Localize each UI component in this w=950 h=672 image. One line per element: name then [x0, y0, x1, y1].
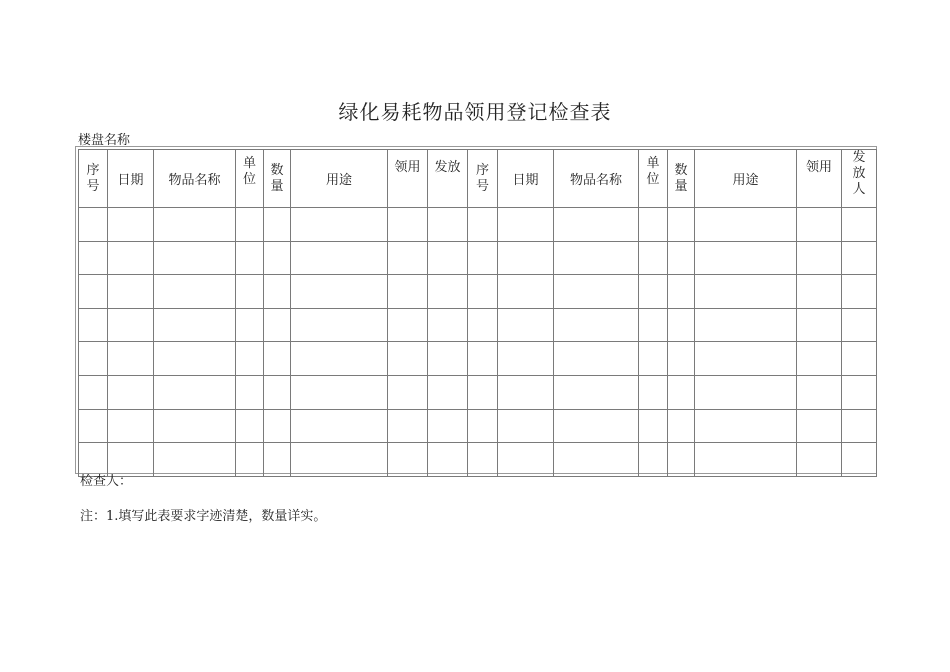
- header-seq: 序号: [468, 150, 498, 208]
- entry-cell[interactable]: [236, 342, 264, 376]
- entry-cell[interactable]: [468, 443, 498, 477]
- entry-cell[interactable]: [554, 308, 639, 342]
- entry-cell[interactable]: [264, 375, 291, 409]
- entry-cell[interactable]: [79, 208, 108, 242]
- header-quantity: 数量: [668, 150, 695, 208]
- entry-cell[interactable]: [498, 443, 554, 477]
- entry-cell[interactable]: [668, 208, 695, 242]
- entry-cell[interactable]: [291, 342, 388, 376]
- entry-cell[interactable]: [154, 375, 236, 409]
- entry-cell[interactable]: [554, 342, 639, 376]
- table-row: [79, 241, 468, 275]
- entry-cell[interactable]: [264, 308, 291, 342]
- entry-cell[interactable]: [264, 275, 291, 309]
- entry-cell[interactable]: [668, 375, 695, 409]
- entry-cell[interactable]: [236, 241, 264, 275]
- entry-cell[interactable]: [154, 443, 236, 477]
- entry-cell[interactable]: [236, 443, 264, 477]
- table-row: [79, 443, 468, 477]
- header-unit: 单位: [639, 150, 668, 208]
- entry-cell[interactable]: [797, 308, 842, 342]
- entry-cell[interactable]: [797, 275, 842, 309]
- entry-cell[interactable]: [639, 241, 668, 275]
- header-receiver: 领用: [797, 150, 842, 208]
- entry-cell[interactable]: [79, 241, 108, 275]
- entry-cell[interactable]: [468, 241, 498, 275]
- right-header-row: [468, 150, 877, 208]
- entry-cell[interactable]: [639, 443, 668, 477]
- entry-cell[interactable]: [695, 208, 797, 242]
- entry-cell[interactable]: [154, 275, 236, 309]
- entry-cell[interactable]: [236, 208, 264, 242]
- entry-cell[interactable]: [695, 409, 797, 443]
- entry-cell[interactable]: [428, 409, 468, 443]
- entry-cell[interactable]: [468, 275, 498, 309]
- entry-cell[interactable]: [428, 275, 468, 309]
- table-row: [468, 208, 877, 242]
- entry-cell[interactable]: [428, 342, 468, 376]
- entry-cell[interactable]: [388, 409, 428, 443]
- entry-cell[interactable]: [498, 409, 554, 443]
- entry-cell[interactable]: [468, 308, 498, 342]
- entry-cell[interactable]: [797, 409, 842, 443]
- entry-cell[interactable]: [554, 208, 639, 242]
- entry-cell[interactable]: [388, 208, 428, 242]
- header-issuer: 发放: [428, 150, 468, 208]
- right-register-table: [467, 149, 877, 477]
- building-name-label: 楼盘名称: [78, 133, 131, 148]
- entry-cell[interactable]: [236, 308, 264, 342]
- entry-cell[interactable]: [668, 443, 695, 477]
- entry-cell[interactable]: [639, 308, 668, 342]
- header-item-name: 物品名称: [554, 150, 639, 208]
- entry-cell[interactable]: [797, 375, 842, 409]
- header-quantity: 数量: [264, 150, 291, 208]
- entry-cell[interactable]: [695, 241, 797, 275]
- entry-cell[interactable]: [842, 308, 877, 342]
- entry-cell[interactable]: [108, 275, 154, 309]
- entry-cell[interactable]: [468, 342, 498, 376]
- entry-cell[interactable]: [797, 443, 842, 477]
- entry-cell[interactable]: [291, 443, 388, 477]
- table-row: [79, 308, 468, 342]
- entry-cell[interactable]: [842, 275, 877, 309]
- header-purpose: 用途: [695, 150, 797, 208]
- left-register-table: [78, 149, 468, 477]
- entry-cell[interactable]: [797, 208, 842, 242]
- entry-cell[interactable]: [668, 308, 695, 342]
- entry-cell[interactable]: [79, 308, 108, 342]
- entry-cell[interactable]: [108, 241, 154, 275]
- entry-cell[interactable]: [842, 208, 877, 242]
- entry-cell[interactable]: [264, 443, 291, 477]
- header-date: 日期: [108, 150, 154, 208]
- entry-cell[interactable]: [842, 375, 877, 409]
- entry-cell[interactable]: [264, 409, 291, 443]
- entry-cell[interactable]: [468, 375, 498, 409]
- entry-cell[interactable]: [668, 342, 695, 376]
- entry-cell[interactable]: [388, 241, 428, 275]
- table-row: [79, 275, 468, 309]
- entry-cell[interactable]: [554, 409, 639, 443]
- header-item-name: 物品名称: [154, 150, 236, 208]
- entry-cell[interactable]: [842, 443, 877, 477]
- entry-cell[interactable]: [428, 308, 468, 342]
- entry-cell[interactable]: [842, 241, 877, 275]
- entry-cell[interactable]: [264, 208, 291, 242]
- entry-cell[interactable]: [797, 241, 842, 275]
- entry-cell[interactable]: [695, 308, 797, 342]
- entry-cell[interactable]: [291, 241, 388, 275]
- entry-cell[interactable]: [108, 409, 154, 443]
- entry-cell[interactable]: [639, 342, 668, 376]
- inspector-label: 检查人：: [80, 474, 133, 489]
- entry-cell[interactable]: [842, 342, 877, 376]
- entry-cell[interactable]: [428, 375, 468, 409]
- entry-cell[interactable]: [291, 275, 388, 309]
- entry-cell[interactable]: [695, 375, 797, 409]
- entry-cell[interactable]: [291, 308, 388, 342]
- table-row: [79, 409, 468, 443]
- header-issuer: 发放人: [842, 150, 877, 208]
- entry-cell[interactable]: [291, 409, 388, 443]
- entry-cell[interactable]: [264, 342, 291, 376]
- entry-cell[interactable]: [236, 409, 264, 443]
- entry-cell[interactable]: [498, 308, 554, 342]
- footnote: 注：1.填写此表要求字迹清楚，数量详实。: [80, 509, 327, 524]
- header-seq: 序号: [79, 150, 108, 208]
- entry-cell[interactable]: [108, 208, 154, 242]
- left-header-row: [79, 150, 468, 208]
- table-row: [468, 308, 877, 342]
- entry-cell[interactable]: [842, 409, 877, 443]
- entry-cell[interactable]: [498, 375, 554, 409]
- entry-cell[interactable]: [498, 342, 554, 376]
- table-row: [468, 241, 877, 275]
- entry-cell[interactable]: [498, 241, 554, 275]
- entry-cell[interactable]: [108, 375, 154, 409]
- entry-cell[interactable]: [236, 375, 264, 409]
- entry-cell[interactable]: [498, 208, 554, 242]
- entry-cell[interactable]: [388, 275, 428, 309]
- entry-cell[interactable]: [695, 275, 797, 309]
- entry-cell[interactable]: [79, 375, 108, 409]
- entry-cell[interactable]: [236, 275, 264, 309]
- entry-cell[interactable]: [154, 308, 236, 342]
- entry-cell[interactable]: [554, 275, 639, 309]
- table-row: [468, 275, 877, 309]
- entry-cell[interactable]: [554, 375, 639, 409]
- entry-cell[interactable]: [639, 375, 668, 409]
- entry-cell[interactable]: [79, 342, 108, 376]
- entry-cell[interactable]: [154, 409, 236, 443]
- entry-cell[interactable]: [695, 443, 797, 477]
- table-row: [79, 208, 468, 242]
- entry-cell[interactable]: [79, 409, 108, 443]
- header-receiver: 领用: [388, 150, 428, 208]
- entry-cell[interactable]: [154, 342, 236, 376]
- entry-cell[interactable]: [639, 208, 668, 242]
- header-unit: 单位: [236, 150, 264, 208]
- entry-cell[interactable]: [388, 308, 428, 342]
- table-row: [468, 409, 877, 443]
- table-row: [468, 375, 877, 409]
- table-row: [79, 375, 468, 409]
- entry-cell[interactable]: [668, 241, 695, 275]
- entry-cell[interactable]: [388, 443, 428, 477]
- entry-cell[interactable]: [554, 241, 639, 275]
- table-row: [79, 342, 468, 376]
- entry-cell[interactable]: [468, 208, 498, 242]
- entry-cell[interactable]: [388, 342, 428, 376]
- entry-cell[interactable]: [554, 443, 639, 477]
- entry-cell[interactable]: [498, 275, 554, 309]
- entry-cell[interactable]: [797, 342, 842, 376]
- page-title: 绿化易耗物品领用登记检查表: [338, 100, 612, 124]
- entry-cell[interactable]: [388, 375, 428, 409]
- entry-cell[interactable]: [428, 443, 468, 477]
- entry-cell[interactable]: [264, 241, 291, 275]
- entry-cell[interactable]: [428, 208, 468, 242]
- entry-cell[interactable]: [291, 208, 388, 242]
- entry-cell[interactable]: [639, 275, 668, 309]
- entry-cell[interactable]: [639, 409, 668, 443]
- table-row: [468, 342, 877, 376]
- header-date: 日期: [498, 150, 554, 208]
- table-row: [468, 443, 877, 477]
- entry-cell[interactable]: [108, 342, 154, 376]
- entry-cell[interactable]: [468, 409, 498, 443]
- entry-cell[interactable]: [668, 275, 695, 309]
- entry-cell[interactable]: [428, 241, 468, 275]
- entry-cell[interactable]: [79, 275, 108, 309]
- entry-cell[interactable]: [108, 308, 154, 342]
- entry-cell[interactable]: [154, 208, 236, 242]
- entry-cell[interactable]: [154, 241, 236, 275]
- entry-cell[interactable]: [668, 409, 695, 443]
- header-purpose: 用途: [291, 150, 388, 208]
- entry-cell[interactable]: [695, 342, 797, 376]
- entry-cell[interactable]: [291, 375, 388, 409]
